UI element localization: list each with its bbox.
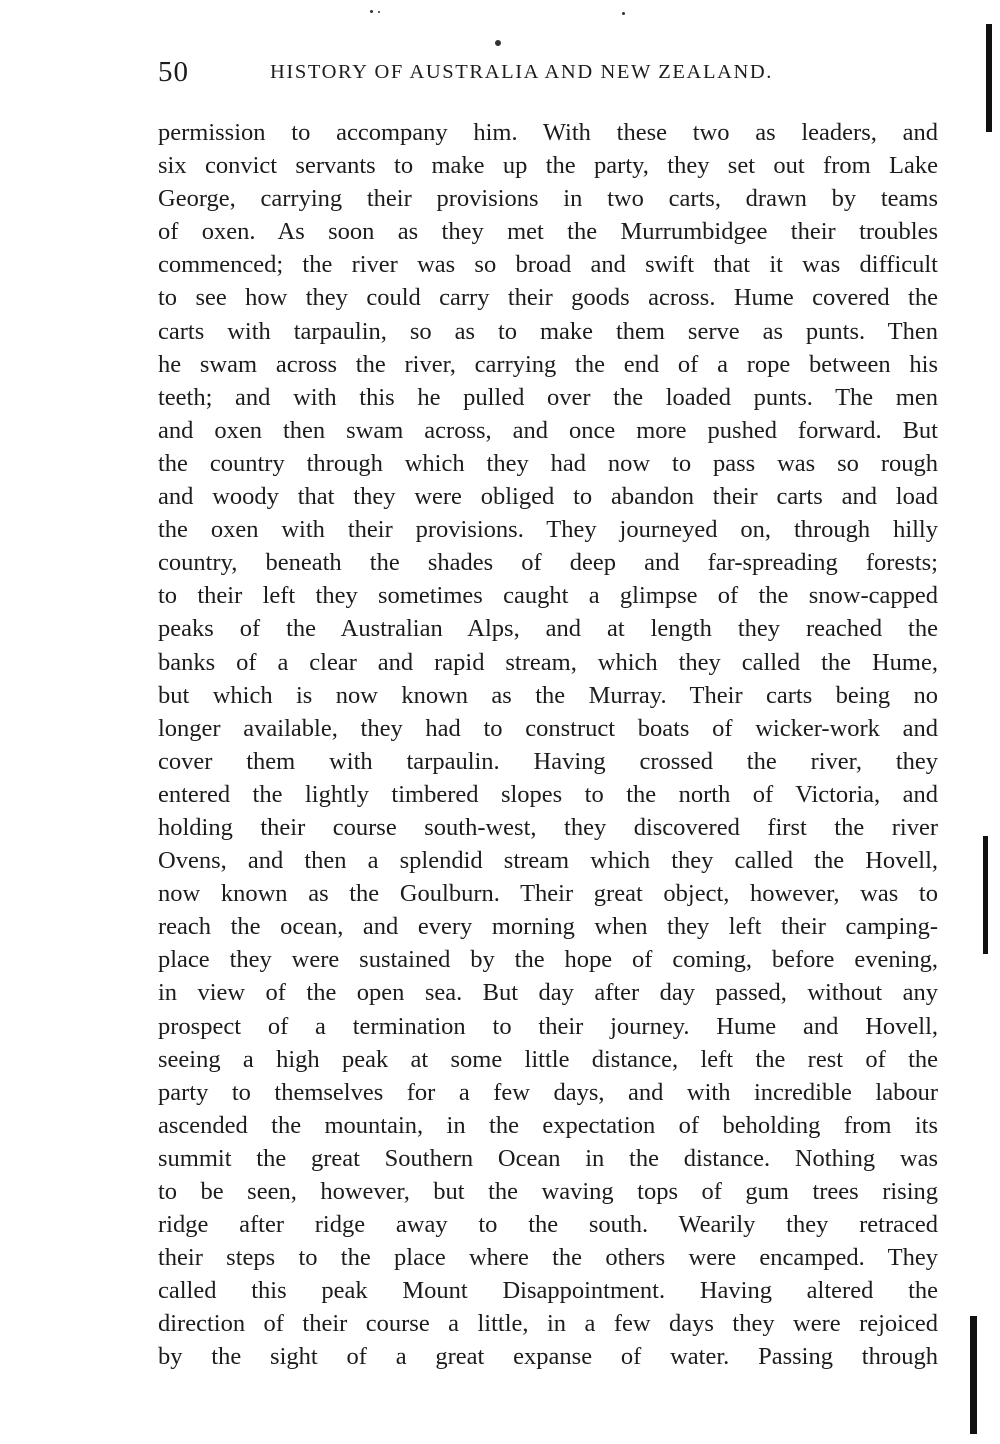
text-line: the oxen with their provisions. They journeyed on, through hilly	[158, 516, 938, 544]
text-line: party to themselves for a few days, and with incredible labour	[158, 1078, 938, 1106]
text-line: cover them with tarpaulin. Having crossed the river, they	[158, 747, 938, 775]
scan-edge-mark-bottom	[970, 1316, 977, 1434]
text-line: called this peak Mount Disappointment. Having altered the	[158, 1277, 938, 1305]
text-line: to their left they sometimes caught a glimpse of the snow-capped	[158, 582, 938, 610]
text-line: six convict servants to make up the party, they set out from Lake	[158, 152, 938, 180]
text-line: George, carrying their provisions in two carts, drawn by teams	[158, 185, 938, 213]
text-line: and woody that they were obliged to abandon their carts and load	[158, 483, 938, 511]
text-line: ascended the mountain, in the expectation of beholding from its	[158, 1111, 938, 1139]
scan-speck	[378, 11, 380, 13]
scan-speck	[495, 40, 501, 46]
text-line: of oxen. As soon as they met the Murrumbidgee their troubles	[158, 218, 938, 246]
text-line: summit the great Southern Ocean in the distance. Nothing was	[158, 1144, 938, 1172]
page-number: 50	[158, 56, 189, 88]
text-line: Ovens, and then a splendid stream which they called the Hovell,	[158, 847, 938, 875]
text-line: peaks of the Australian Alps, and at length they reached the	[158, 615, 938, 643]
text-line: reach the ocean, and every morning when they left their camping-	[158, 913, 938, 941]
text-line: to see how they could carry their goods across. Hume covered the	[158, 284, 938, 312]
text-line: carts with tarpaulin, so as to make them serve as punts. Then	[158, 317, 938, 345]
scan-edge-mark-middle	[983, 836, 988, 954]
text-line: now known as the Goulburn. Their great object, however, was to	[158, 880, 938, 908]
text-line: permission to accompany him. With these two as leaders, and	[158, 119, 938, 146]
text-line: teeth; and with this he pulled over the loaded punts. The men	[158, 383, 938, 411]
text-line: longer available, they had to construct boats of wicker-work and	[158, 714, 938, 742]
running-title: HISTORY OF AUSTRALIA AND NEW ZEALAND.	[270, 61, 774, 83]
text-line: seeing a high peak at some little distance, left the rest of the	[158, 1045, 938, 1073]
text-line: the country through which they had now to pass was so rough	[158, 449, 938, 477]
text-line: by the sight of a great expanse of water. Passing through	[158, 1343, 938, 1371]
body-text	[158, 116, 938, 1374]
text-line: place they were sustained by the hope of coming, before evening,	[158, 946, 938, 974]
text-line: in view of the open sea. But day after day passed, without any	[158, 979, 938, 1007]
text-line: ridge after ridge away to the south. Wearily they retraced	[158, 1211, 938, 1239]
text-line: banks of a clear and rapid stream, which they called the Hume,	[158, 648, 938, 676]
text-line: entered the lightly timbered slopes to the north of Victoria, and	[158, 780, 938, 808]
text-line: holding their course south-west, they discovered first the river	[158, 813, 938, 841]
text-line: commenced; the river was so broad and swift that it was difficult	[158, 251, 938, 279]
text-line: to be seen, however, but the waving tops of gum trees rising	[158, 1178, 938, 1205]
text-line: he swam across the river, carrying the end of a rope between his	[158, 350, 938, 378]
page-header	[158, 56, 838, 90]
text-line: direction of their course a little, in a few days they were rejoiced	[158, 1310, 938, 1338]
text-line: prospect of a termination to their journey. Hume and Hovell,	[158, 1012, 938, 1040]
text-line: country, beneath the shades of deep and far-spreading forests;	[158, 549, 938, 577]
text-line: their steps to the place where the others were encamped. They	[158, 1244, 938, 1272]
scan-edge-mark-top	[986, 24, 992, 132]
scan-speck	[370, 10, 373, 13]
text-line: but which is now known as the Murray. Their carts being no	[158, 681, 938, 709]
text-line: and oxen then swam across, and once more pushed forward. But	[158, 416, 938, 444]
scan-speck	[622, 12, 625, 15]
